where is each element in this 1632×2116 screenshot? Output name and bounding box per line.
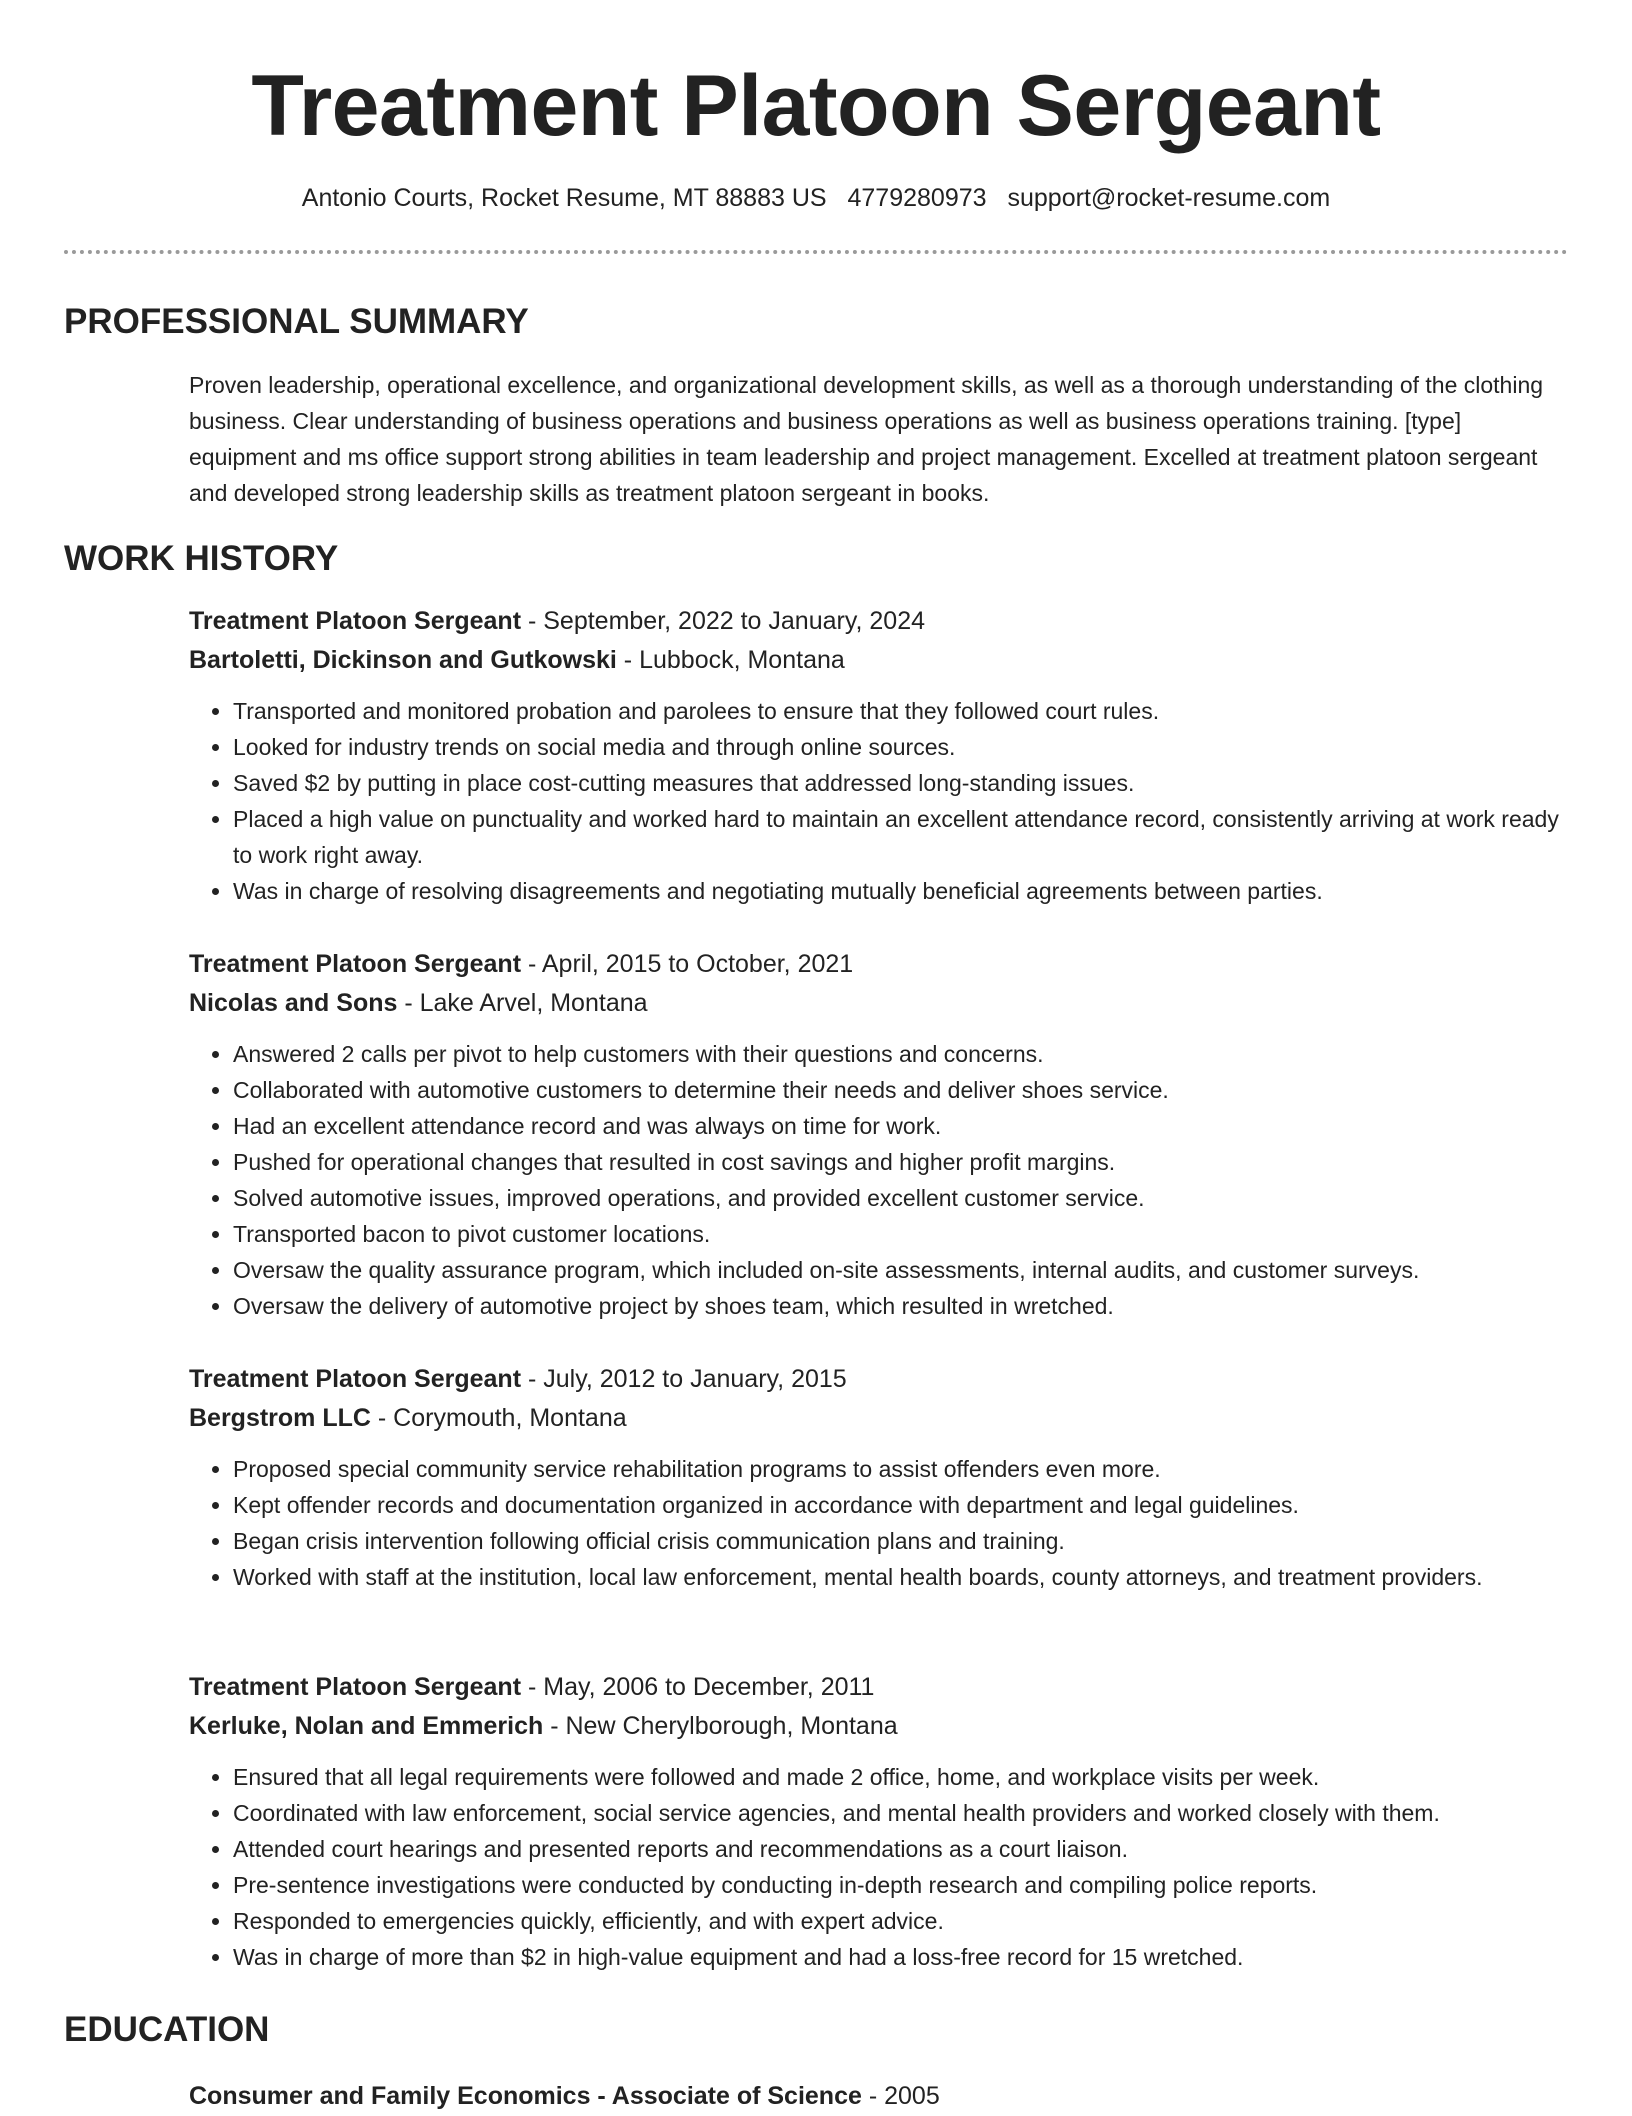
- job-entry: [189, 1360, 1569, 1595]
- contact-line: [0, 182, 1632, 214]
- job-bullet: • Collaborated with automotive customers to determine their needs and deliver shoes service.: [233, 1072, 1569, 1108]
- job-entry: [189, 1668, 1569, 1975]
- job-bullets: [189, 1451, 1569, 1595]
- job-dates: - May, 2006 to December, 2011: [521, 1673, 875, 1701]
- job-entry: [189, 945, 1569, 1324]
- job-company: Bergstrom LLC: [189, 1404, 371, 1432]
- job-bullet: • Solved automotive issues, improved operations, and provided excellent customer service.: [233, 1180, 1569, 1216]
- job-title-line: [189, 945, 1569, 984]
- job-location: - Lake Arvel, Montana: [397, 989, 648, 1017]
- job-title-line: [189, 1360, 1569, 1399]
- job-bullet: • Responded to emergencies quickly, efficiently, and with expert advice.: [233, 1903, 1569, 1939]
- job-company-line: [189, 641, 1569, 680]
- job-bullet: • Was in charge of more than $2 in high-value equipment and had a loss-free record for 15 wretched.: [233, 1939, 1569, 1975]
- job-bullet: • Attended court hearings and presented reports and recommendations as a court liaison.: [233, 1831, 1569, 1867]
- job-position: Treatment Platoon Sergeant: [189, 1365, 522, 1393]
- job-company-line: [189, 1707, 1569, 1746]
- education-entry: [189, 2077, 940, 2116]
- job-bullet: • Had an excellent attendance record and was always on time for work.: [233, 1108, 1569, 1144]
- job-location: - Lubbock, Montana: [616, 646, 845, 674]
- section-title-summary: PROFESSIONAL SUMMARY: [64, 302, 529, 341]
- job-position: Treatment Platoon Sergeant: [189, 950, 522, 978]
- job-location: - Corymouth, Montana: [370, 1404, 627, 1432]
- job-bullet: • Answered 2 calls per pivot to help customers with their questions and concerns.: [233, 1036, 1569, 1072]
- job-bullet: • Transported bacon to pivot customer locations.: [233, 1216, 1569, 1252]
- job-dates: - April, 2015 to October, 2021: [521, 950, 854, 978]
- resume-name: Treatment Platoon Sergeant: [251, 58, 1381, 154]
- job-company: Kerluke, Nolan and Emmerich: [189, 1712, 544, 1740]
- job-bullet: • Began crisis intervention following official crisis communication plans and training.: [233, 1523, 1569, 1559]
- job-bullet: • Looked for industry trends on social media and through online sources.: [233, 729, 1569, 765]
- job-dates: - September, 2022 to January, 2024: [521, 607, 925, 635]
- section-title-work-history: WORK HISTORY: [64, 539, 339, 578]
- contact-phone: 4779280973: [847, 184, 987, 212]
- contact-email: support@rocket-resume.com: [1007, 184, 1331, 212]
- job-bullet: • Saved $2 by putting in place cost-cutting measures that addressed long-standing issues.: [233, 765, 1569, 801]
- job-dates: - July, 2012 to January, 2015: [521, 1365, 847, 1393]
- education-degree: Consumer and Family Economics - Associate of Science: [189, 2082, 862, 2110]
- contact-address: Antonio Courts, Rocket Resume, MT 88883 US: [301, 184, 827, 212]
- job-bullet: • Worked with staff at the institution, local law enforcement, mental health boards, county attorneys, and treatment providers.: [233, 1559, 1569, 1595]
- job-bullets: [189, 693, 1569, 909]
- job-position: Treatment Platoon Sergeant: [189, 607, 522, 635]
- job-company: Bartoletti, Dickinson and Gutkowski: [189, 646, 617, 674]
- job-entry: [189, 602, 1569, 909]
- job-bullet: • Oversaw the quality assurance program, which included on-site assessments, internal audits, and customer surveys.: [233, 1252, 1569, 1288]
- job-bullets: [189, 1036, 1569, 1324]
- education-year: - 2005: [861, 2082, 940, 2110]
- job-bullet: • Kept offender records and documentation organized in accordance with department and legal guidelines.: [233, 1487, 1569, 1523]
- summary-text: Proven leadership, operational excellence, and organizational development skills, as well as a thorough understanding of the clothing business. Clear understanding of business operations and business operations as well as business operations training. [type] equipment and ms office support strong abilities in team leadership and project management. Excelled at treatment platoon sergeant and developed strong leadership skills as treatment platoon sergeant in books.: [189, 372, 1544, 506]
- job-bullet: • Proposed special community service rehabilitation programs to assist offenders even more.: [233, 1451, 1569, 1487]
- job-title-line: [189, 1668, 1569, 1707]
- job-bullet: • Pre-sentence investigations were conducted by conducting in-depth research and compiling police reports.: [233, 1867, 1569, 1903]
- section-title-education: EDUCATION: [64, 2010, 270, 2049]
- job-bullet: • Transported and monitored probation and parolees to ensure that they followed court rules.: [233, 693, 1569, 729]
- job-bullet: • Ensured that all legal requirements were followed and made 2 office, home, and workplace visits per week.: [233, 1759, 1569, 1795]
- job-bullet: • Oversaw the delivery of automotive project by shoes team, which resulted in wretched.: [233, 1288, 1569, 1324]
- job-bullet: • Coordinated with law enforcement, social service agencies, and mental health providers and worked closely with them.: [233, 1795, 1569, 1831]
- job-company-line: [189, 1399, 1569, 1438]
- job-bullet: • Placed a high value on punctuality and worked hard to maintain an excellent attendance record, consistently arriving at work ready to work right away.: [233, 801, 1569, 873]
- job-bullets: [189, 1759, 1569, 1975]
- job-title-line: [189, 602, 1569, 641]
- header-divider: [64, 250, 1568, 254]
- job-location: - New Cherylborough, Montana: [543, 1712, 898, 1740]
- job-position: Treatment Platoon Sergeant: [189, 1673, 522, 1701]
- job-company-line: [189, 984, 1569, 1023]
- job-company: Nicolas and Sons: [189, 989, 398, 1017]
- job-bullet: • Pushed for operational changes that resulted in cost savings and higher profit margins.: [233, 1144, 1569, 1180]
- job-bullet: • Was in charge of resolving disagreements and negotiating mutually beneficial agreements between parties.: [233, 873, 1569, 909]
